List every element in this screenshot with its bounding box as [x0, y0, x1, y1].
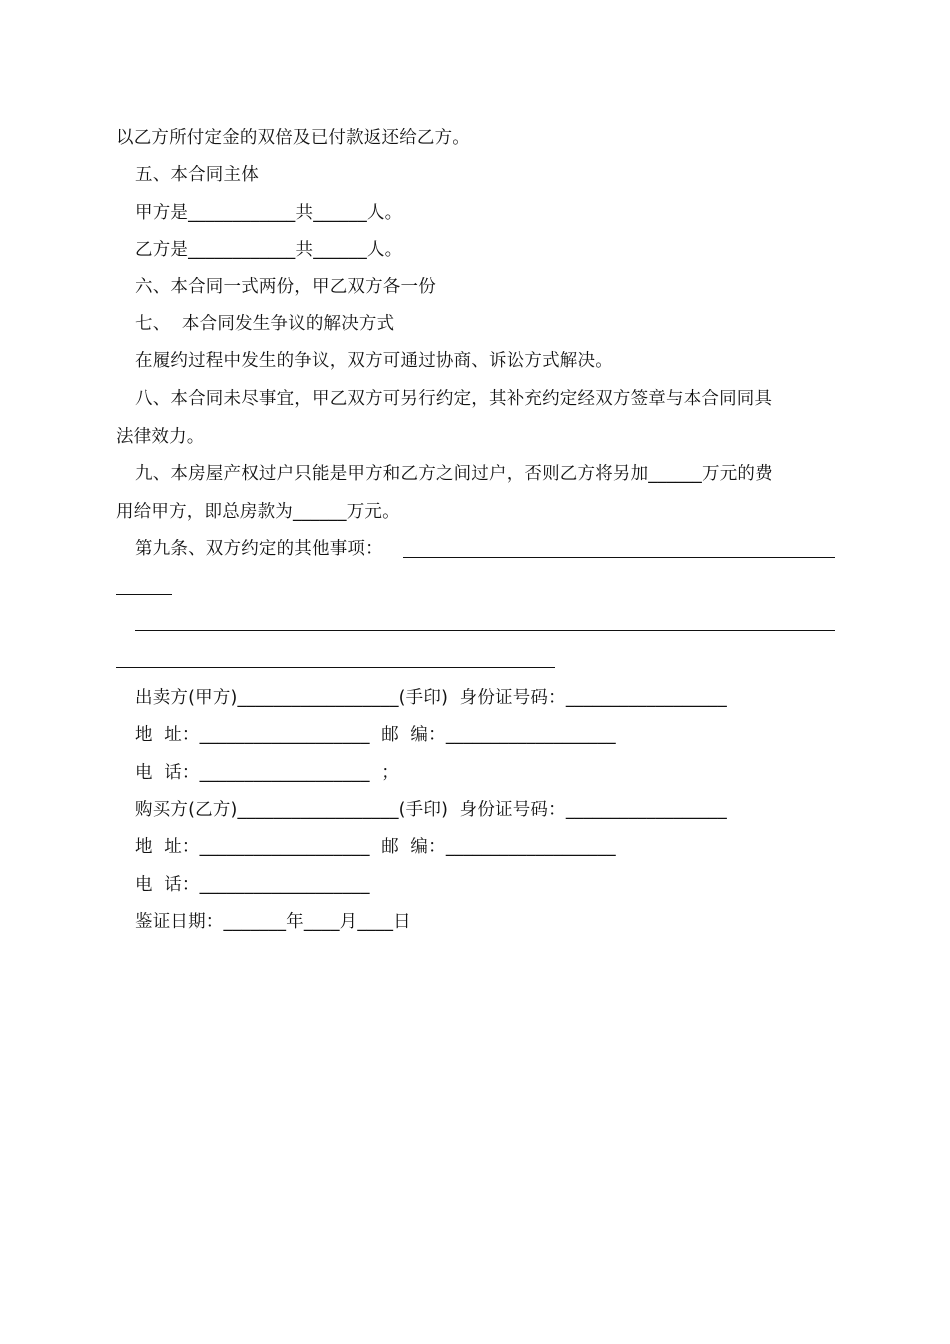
article-nine-label: 第九条、双方约定的其他事项： [135, 539, 383, 559]
seller-signature-line: 出卖方(甲方)__________________(手印) 身份证号码：__________________ [135, 688, 727, 708]
section-eight-text: 八、本合同未尽事宜，甲乙双方可另行约定，其补充约定经双方签章与本合同同具 [135, 389, 773, 409]
buyer-signature-line: 购买方(乙方)__________________(手印) 身份证号码：__________________ [135, 800, 727, 820]
section-nine-text: 九、本房屋产权过户只能是甲方和乙方之间过户，否则乙方将另加______万元的费 [135, 464, 773, 484]
clause-refund-text: 以乙方所付定金的双倍及已付款返还给乙方。 [116, 128, 470, 148]
party-b-line: 乙方是____________共______人。 [135, 240, 403, 260]
seller-phone-line: 电 话：___________________ ； [135, 763, 399, 783]
seller-address-line: 地 址：___________________ 邮 编：___________________ [135, 725, 616, 745]
section-seven-heading: 七、 本合同发生争议的解决方式 [135, 314, 395, 334]
other-matters-blank-3 [135, 630, 835, 631]
other-matters-blank-1 [403, 557, 835, 558]
buyer-phone-line: 电 话：___________________ [135, 875, 370, 895]
section-six-text: 六、本合同一式两份，甲乙双方各一份 [135, 277, 436, 297]
section-eight-continued: 法律效力。 [116, 427, 205, 447]
other-matters-blank-2 [116, 594, 172, 595]
certification-date-line: 鉴证日期：_______年____月____日 [135, 912, 411, 932]
buyer-address-line: 地 址：___________________ 邮 编：___________________ [135, 837, 616, 857]
section-nine-continued: 用给甲方，即总房款为______万元。 [116, 502, 400, 522]
party-a-line: 甲方是____________共______人。 [135, 203, 403, 223]
dispute-resolution-text: 在履约过程中发生的争议，双方可通过协商、诉讼方式解决。 [135, 351, 613, 371]
other-matters-blank-4 [116, 667, 555, 668]
section-five-heading: 五、本合同主体 [135, 165, 259, 185]
